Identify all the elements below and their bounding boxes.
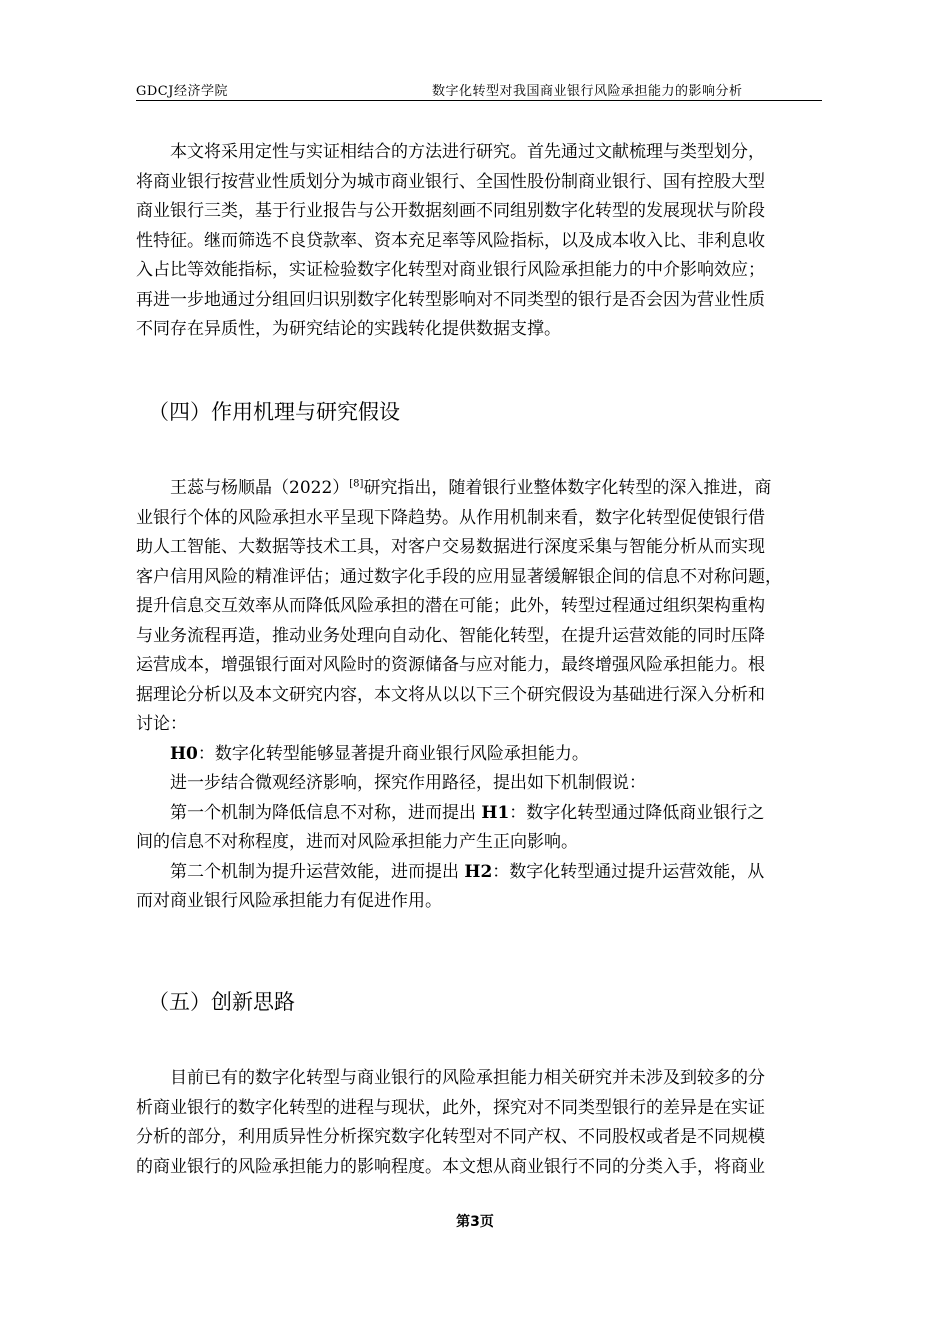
paragraph-innovation — [136, 1064, 850, 1182]
text-line — [136, 474, 850, 504]
text-line: 运营成本，增强银行面对风险时的资源储备与应对能力，最终增强风险承担能力。根 — [136, 655, 765, 675]
paragraph-method — [136, 138, 850, 345]
text-line: 与业务流程再造，推动业务处理向自动化、智能化转型，在提升运营效能的同时压降 — [136, 625, 765, 646]
hypothesis-h0 — [136, 740, 850, 770]
text-span: ：数字化转型通过降低商业银行之 — [509, 802, 765, 823]
text-span: ：数字化转型能够显著提升商业银行风险承担能力。 — [197, 743, 589, 764]
header-left: GDCJ经济学院 — [136, 84, 228, 99]
text-span: 王蕊与杨顺晶（2022） — [136, 478, 350, 498]
text-line: 再进一步地通过分组回归识别数字化转型影响对不同类型的银行是否会因为营业性质 — [136, 289, 765, 310]
text-line: 目前已有的数字化转型与商业银行的风险承担能力相关研究并未涉及到较多的分 — [136, 1068, 765, 1088]
text-line: 助人工智能、大数据等技术工具，对客户交易数据进行深度采集与智能分析从而实现 — [136, 537, 765, 557]
h0-label: H0 — [170, 743, 198, 764]
text-line: 商业银行三类，基于行业报告与公开数据刻画不同组别数字化转型的发展现状与阶段 — [136, 201, 765, 221]
text-line: 分析的部分，利用质异性分析探究数字化转型对不同产权、不同股权或者是不同规模 — [136, 1127, 765, 1147]
hypothesis-h1 — [136, 799, 850, 829]
text-line: 本文将采用定性与实证相结合的方法进行研究。首先通过文献梳理与类型划分， — [136, 142, 765, 162]
text-line: 性特征。继而筛选不良贷款率、资本充足率等风险指标，以及成本收入比、非利息收 — [136, 230, 765, 251]
citation: [8] — [349, 478, 364, 490]
text-line: 将商业银行按营业性质划分为城市商业银行、全国性股份制商业银行、国有控股大型 — [136, 171, 765, 192]
paragraph-mechanism — [136, 474, 850, 917]
text-line: 业银行个体的风险承担水平呈现下降趋势。从作用机制来看，数字化转型促使银行借 — [136, 507, 765, 528]
h2-label: H2 — [464, 861, 493, 882]
text-span: ：数字化转型通过提升运营效能，从 — [492, 861, 765, 882]
text-line: 据理论分析以及本文研究内容，本文将从以以下三个研究假设为基础进行深入分析和 — [136, 684, 765, 705]
hypothesis-h2 — [136, 858, 850, 888]
page-number: 第3页 — [456, 1214, 494, 1230]
h1-label: H1 — [481, 802, 510, 823]
text-line: 入占比等效能指标，实证检验数字化转型对商业银行风险承担能力的中介影响效应； — [136, 260, 765, 280]
text-line: 客户信用风险的精准评估；通过数字化手段的应用显著缓解银企间的信息不对称问题， — [136, 566, 782, 587]
text-line: 提升信息交互效率从而降低风险承担的潜在可能；此外，转型过程通过组织架构重构 — [136, 596, 765, 616]
text-span: 第一个机制为降低信息不对称，进而提出 — [136, 802, 482, 823]
text-line: 进一步结合微观经济影响，探究作用路径，提出如下机制假说： — [136, 773, 646, 793]
text-line: 间的信息不对称程度，进而对风险承担能力产生正向影响。 — [136, 832, 578, 852]
header-rule — [136, 100, 822, 101]
text-line: 讨论： — [136, 714, 187, 734]
text-line: 而对商业银行风险承担能力有促进作用。 — [136, 891, 442, 911]
section-heading-4: （四）作用机理与研究假设 — [148, 400, 400, 424]
text-span: 研究指出，随着银行业整体数字化转型的深入推进，商 — [363, 478, 772, 498]
text-span: 第二个机制为提升运营效能，进而提出 — [136, 861, 465, 882]
section-heading-5: （五）创新思路 — [148, 990, 295, 1014]
text-line: 的商业银行的风险承担能力的影响程度。本文想从商业银行不同的分类入手，将商业 — [136, 1156, 765, 1177]
text-line: 不同存在异质性，为研究结论的实践转化提供数据支撑。 — [136, 319, 561, 339]
text-line: 析商业银行的数字化转型的进程与现状，此外，探究对不同类型银行的差异是在实证 — [136, 1097, 765, 1118]
header-right: 数字化转型对我国商业银行风险承担能力的影响分析 — [432, 84, 743, 99]
